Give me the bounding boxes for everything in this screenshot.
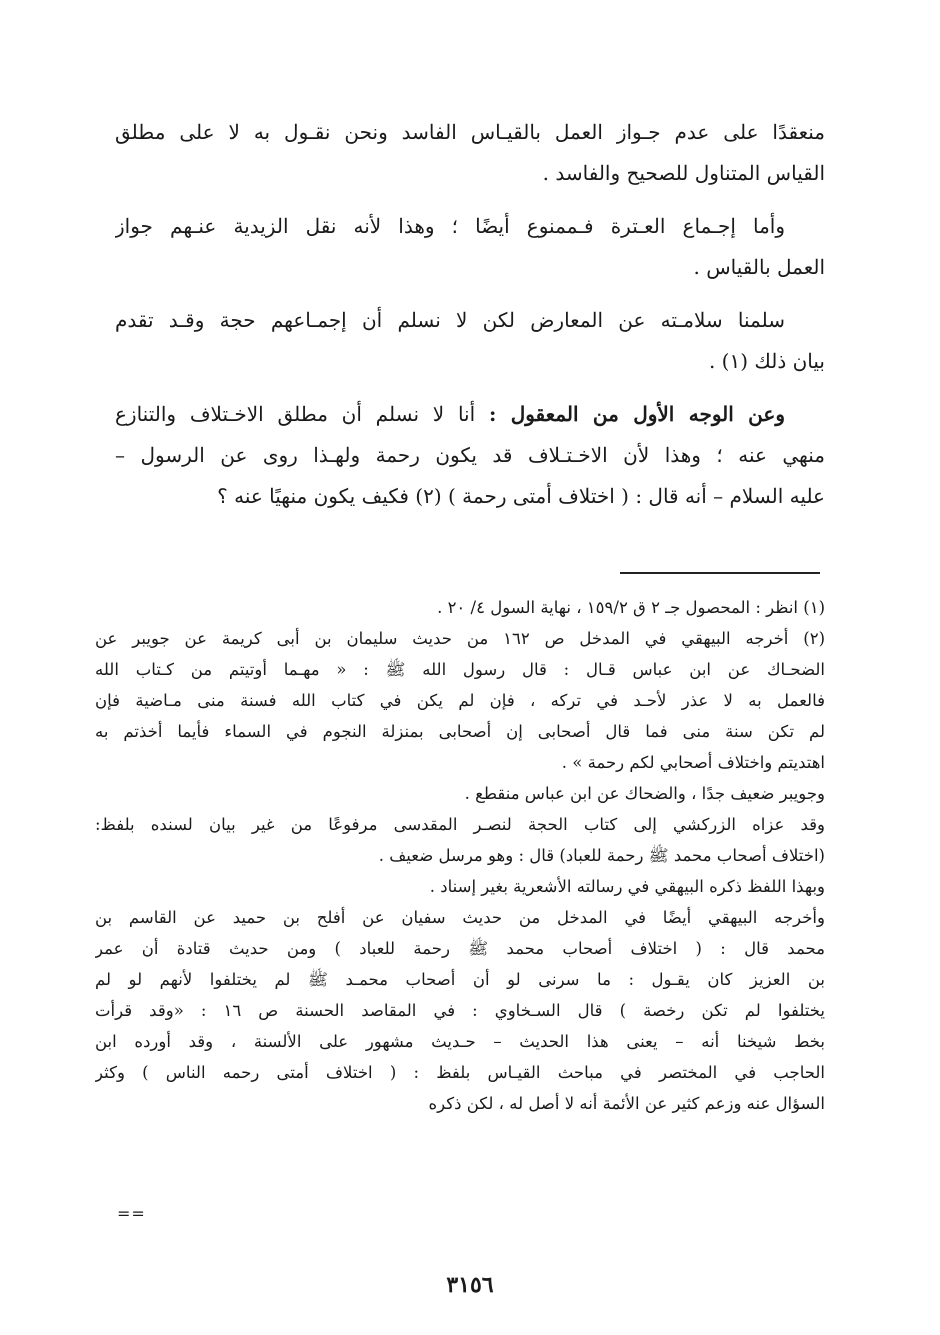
footnote-line: يختلفوا لم تكن رخصة ) قال السـخاوي : في المقاصد الحسنة ص ١٦ : «وقد قرأت <box>95 1001 825 1020</box>
continuation-mark: == <box>117 1204 146 1223</box>
text-line: وأما إجـماع العـترة فـممنوع أيضًا ؛ وهذا لأنه نقل الزيدية عنـهم جواز <box>115 214 785 238</box>
footnote-line: فالعمل به لا عذر لأحـد في تركه ، فإن لم يكن في كتاب الله فسنة منى مـاضية فإن <box>95 691 825 710</box>
footnote-line: محمد قال : ( اختلاف أصحاب محمد ﷺ رحمة للعباد ) ومن حديث قتادة أن عمر <box>95 939 825 958</box>
text-line: بيان ذلك (١) . <box>708 349 825 373</box>
footnote-line: (١) انظر : المحصول جـ ٢ ق ١٥٩/٢ ، نهاية السول ٤/ ٢٠ . <box>437 598 825 617</box>
text-line: القياس المتناول للصحيح والفاسد . <box>542 161 825 185</box>
footnote-line: وبهذا اللفظ ذكره البيهقي في رسالته الأشعرية بغير إسناد . <box>429 877 825 896</box>
footnote-line: الحاجب في المختصر في مباحث القيـاس بلفظ : ( اختلاف أمتى رحمه الناس ) وكثر <box>95 1063 825 1082</box>
text-line: منهي عنه ؛ وهذا لأن الاخـتـلاف قد يكون رحمة ولهـذا روى عن الرسول – <box>115 443 825 467</box>
footnote-line: السؤال عنه وزعم كثير عن الأئمة أنه لا أصل له ، لكن ذكره <box>428 1094 825 1113</box>
text-line <box>115 394 825 435</box>
footnote-line: (٢) أخرجه البيهقي في المدخل ص ١٦٢ من حديث سليمان بن أبى كريمة عن جويبر عن <box>95 629 825 648</box>
page-number: ٣١٥٦ <box>446 1272 494 1298</box>
text-line: العمل بالقياس . <box>693 255 825 279</box>
text-line: منعقدًا على عدم جـواز العمل بالقيـاس الفاسد ونحن نقـول به لا على مطلق <box>115 120 825 144</box>
section-heading: وعن الوجه الأول من المعقول : <box>488 402 785 426</box>
footnote-line: لم تكن سنة منى فما قال أصحابى إن أصحابى بمنزلة النجوم في السماء فأيما أخذتم به <box>95 722 825 741</box>
footnote-separator <box>620 572 820 574</box>
footnote-line: بن العزيز كان يقـول : ما سرنى لو أن أصحاب محمـد ﷺ لم يختلفوا لأنهم لو لم <box>95 970 825 989</box>
footnote-line: (اختلاف أصحاب محمد ﷺ رحمة للعباد) قال : وهو مرسل ضعيف . <box>378 846 825 865</box>
text-span: أنا لا نسلم أن مطلق الاخـتلاف والتنازع <box>115 402 476 426</box>
footnote-line: بخط شيخنا أنه – يعنى هذا الحديث – حـديث مشهور على الألسنة ، وقد أورده ابن <box>95 1032 825 1051</box>
main-text <box>115 112 825 517</box>
text-line: عليه السلام – أنه قال : ( اختلاف أمتى رحمة ) (٢) فكيف يكون منهيًا عنه ؟ <box>217 484 825 508</box>
text-line: سلمنا سلامـته عن المعارض لكن لا نسلم أن إجمـاعهم حجة وقـد تقدم <box>115 308 785 332</box>
footnote-line: وجويبر ضعيف جدًا ، والضحاك عن ابن عباس منقطع . <box>464 784 825 803</box>
footnote-line: وقد عزاه الزركشي إلى كتاب الحجة لنصـر المقدسى مرفوعًا من غير بيان لسنده بلفظ: <box>95 815 825 834</box>
footnotes <box>95 592 825 1119</box>
footnote-line: اهتديتم واختلاف أصحابي لكم رحمة » . <box>561 753 825 772</box>
footnote-line: الضحـاك عن ابن عباس قـال : قال رسول الله ﷺ : « مهـما أوتيتم من كـتاب الله <box>95 660 825 679</box>
footnote-line: وأخرجه البيهقي أيضًا في المدخل من حديث سفيان عن أفلح بن حميد عن القاسم بن <box>95 908 825 927</box>
